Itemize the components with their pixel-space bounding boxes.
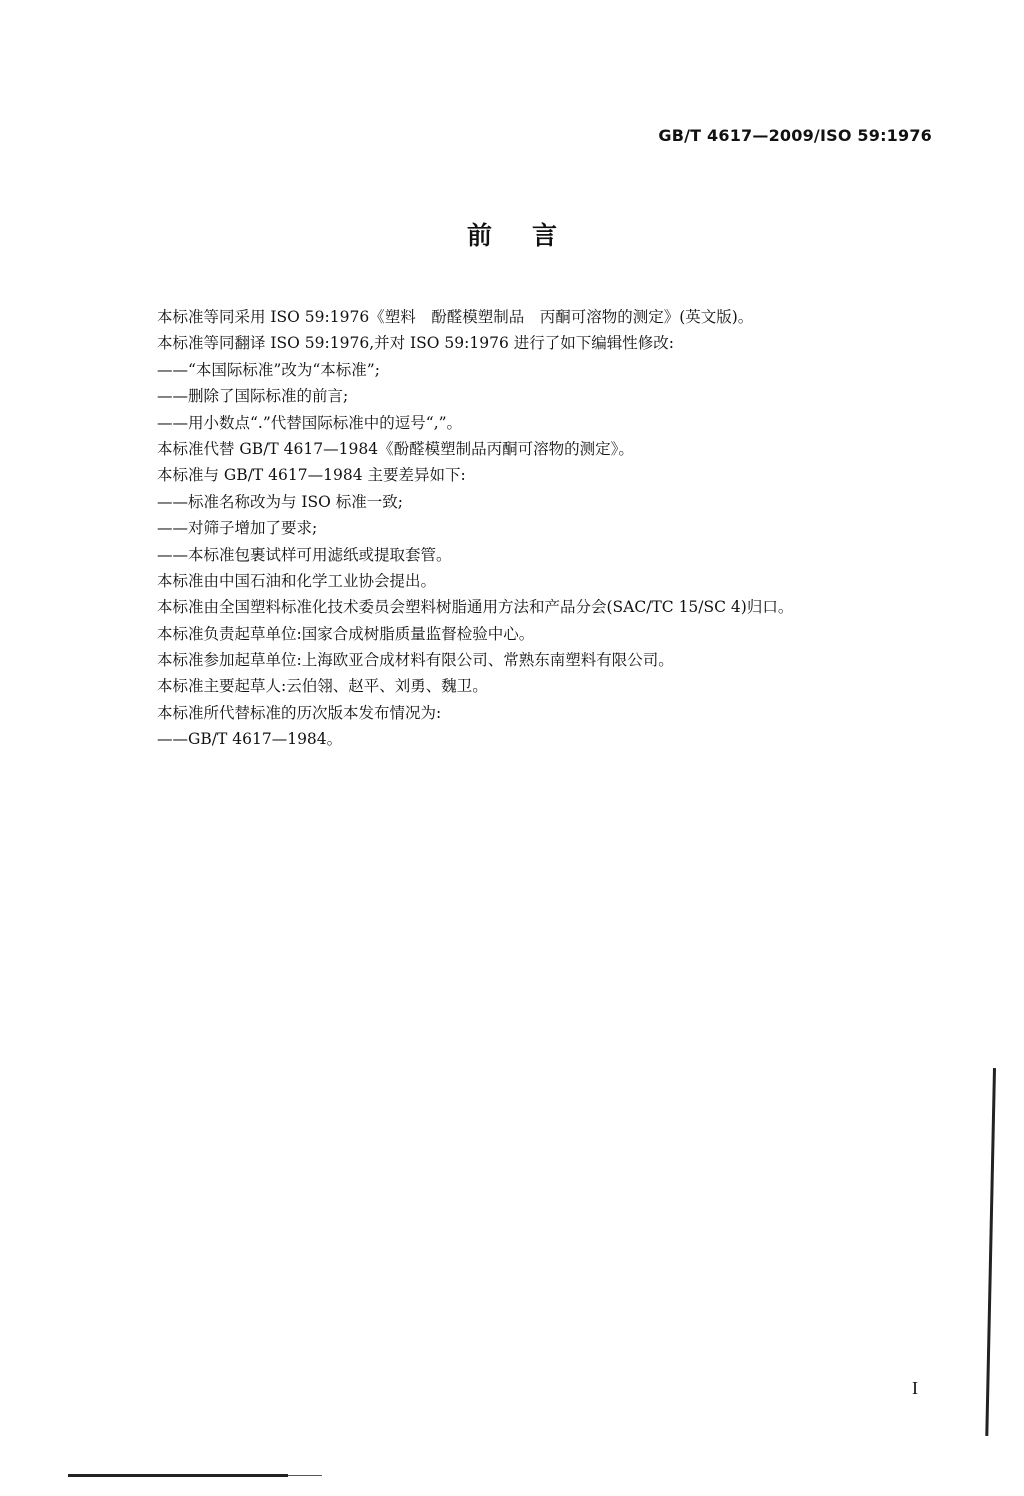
paragraph: 本标准由中国石油和化学工业协会提出。 [157, 571, 437, 590]
paragraph: 本标准参加起草单位:上海欧亚合成材料有限公司、常熟东南塑料有限公司。 [157, 651, 674, 670]
list-item: ——删除了国际标准的前言; [157, 387, 349, 406]
list-item: ——本标准包裹试样可用滤纸或提取套管。 [157, 545, 452, 564]
paragraph: 本标准由全国塑料标准化技术委员会塑料树脂通用方法和产品分会(SAC/TC 15/SC 4)归口。 [157, 598, 794, 617]
paragraph: 本标准等同翻译 ISO 59:1976,并对 ISO 59:1976 进行了如下编辑性修改: [157, 334, 674, 353]
standard-number: GB/T 4617—2009/ISO 59:1976 [658, 126, 932, 145]
list-item: ——“本国际标准”改为“本标准”; [157, 360, 380, 379]
foreword-body [157, 304, 957, 753]
paragraph: 本标准等同采用 ISO 59:1976《塑料 酚醛模塑制品 丙酮可溶物的测定》(英文版)。 [157, 308, 754, 326]
bottom-rule [68, 1474, 288, 1477]
paragraph: 本标准与 GB/T 4617—1984 主要差异如下: [157, 466, 466, 485]
bottom-rule-tail [288, 1475, 322, 1476]
list-item: ——GB/T 4617—1984。 [157, 730, 343, 749]
list-item: ——用小数点“.”代替国际标准中的逗号“,”。 [157, 413, 463, 432]
scan-edge-line [985, 1068, 996, 1436]
paragraph: 本标准负责起草单位:国家合成树脂质量监督检验中心。 [157, 624, 535, 643]
paragraph: 本标准代替 GB/T 4617—1984《酚醛模塑制品丙酮可溶物的测定》。 [157, 439, 634, 458]
list-item: ——对筛子增加了要求; [157, 519, 318, 538]
page-title: 前言 [466, 221, 597, 250]
paragraph: 本标准所代替标准的历次版本发布情况为: [157, 703, 442, 722]
page-number: I [912, 1378, 918, 1398]
list-item: ——标准名称改为与 ISO 标准一致; [157, 492, 404, 511]
paragraph: 本标准主要起草人:云伯翎、赵平、刘勇、魏卫。 [157, 677, 488, 696]
